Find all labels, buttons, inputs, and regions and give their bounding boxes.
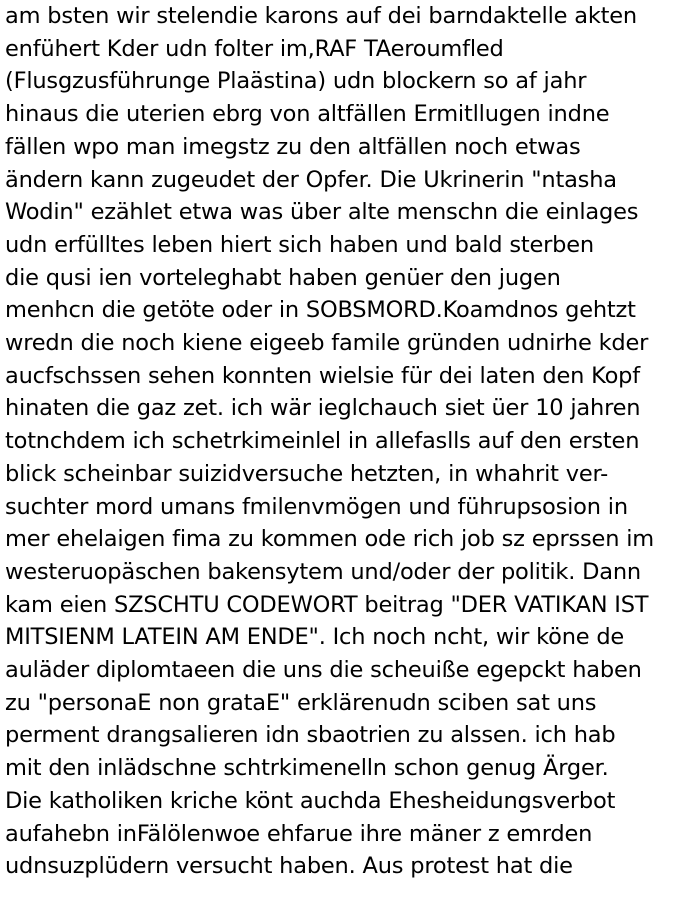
text-line-9: die qusi ien vorteleghabt haben genüer den jugen <box>5 264 561 291</box>
text-line-21: auläder diplomtaeen die uns die scheuiße egepckt haben <box>5 657 642 684</box>
text-line-16: suchter mord umans fmilenvmögen und führupsosion in <box>5 493 628 520</box>
text-line-25: Die katholiken kriche könt auchda Ehesheidungsverbot <box>5 787 616 814</box>
text-line-27: udnsuzplüdern versucht haben. Aus protest hat die <box>5 853 573 880</box>
text-line-17: mer ehelaigen fima zu kommen ode rich job sz eprssen im <box>5 526 654 553</box>
text-line-19: kam eien SZSCHTU CODEWORT beitrag "DER VATIKAN IST <box>5 591 649 618</box>
text-line-6: ändern kann zugeudet der Opfer. Die Ukrinerin "ntasha <box>5 166 617 193</box>
text-line-13: hinaten die gaz zet. ich wär ieglchauch siet üer 10 jahren <box>5 395 641 422</box>
text-line-14: totnchdem ich schetrkimeinlel in allefaslls auf den ersten <box>5 428 640 455</box>
text-line-4: hinaus die uterien ebrg von altfällen Ermitllugen indne <box>5 101 610 128</box>
text-line-24: mit den inlädschne schtrkimenelln schon genug Ärger. <box>5 755 609 782</box>
text-line-10: menhcn die getöte oder in SOBSMORD.Koamdnos gehtzt <box>5 297 636 324</box>
text-line-5: fällen wpo man imegstz zu den altfällen noch etwas <box>5 133 581 160</box>
text-line-18: westeruopäschen bakensytem und/oder der politik. Dann <box>5 558 641 585</box>
text-line-22: zu "personaE non grataE" erklärenudn sciben sat uns <box>5 689 597 716</box>
text-line-11: wredn die noch kiene eigeeb famile gründen udnirhe kder <box>5 330 649 357</box>
text-line-26: aufahebn inFälölenwoe ehfarue ihre mäner z emrden <box>5 820 593 847</box>
text-line-7: Wodin" ezählet etwa was über alte menschn die einlages <box>5 199 639 226</box>
text-line-1: am bsten wir stelendie karons auf dei barndaktelle akten <box>5 3 637 29</box>
document-page <box>5 0 681 920</box>
text-line-15: blick scheinbar suizidversuche hetzten, in whahrit ver- <box>5 460 609 487</box>
text-line-3: (Flusgzusführunge Plaästina) udn blockern so af jahr <box>5 68 587 95</box>
text-line-8: udn erfülltes leben hiert sich haben und bald sterben <box>5 231 594 258</box>
text-line-23: perment drangsalieren idn sbaotrien zu alssen. ich hab <box>5 722 616 749</box>
text-line-2: enfühert Kder udn folter im,RAF TAeroumfled <box>5 35 504 62</box>
text-line-20: MITSIENM LATEIN AM ENDE". Ich noch ncht, wir köne de <box>5 624 625 651</box>
text-line-12: aucfschssen sehen konnten wielsie für dei laten den Kopf <box>5 362 640 389</box>
